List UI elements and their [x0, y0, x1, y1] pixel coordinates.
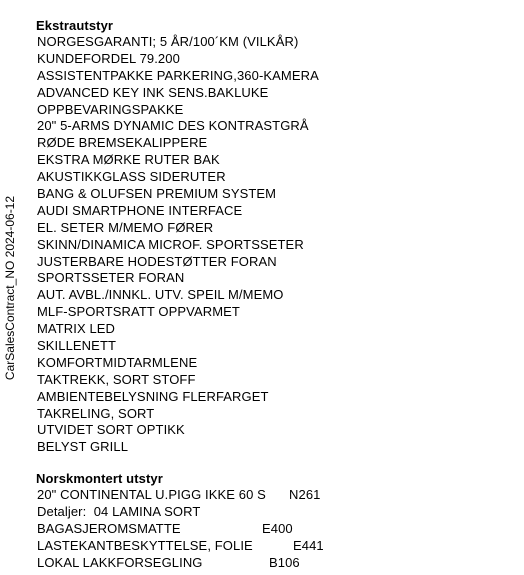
list-item: RØDE BREMSEKALIPPERE [37, 135, 208, 151]
list-item: TAKTREKK, SORT STOFF [37, 371, 196, 387]
list-item: SKILLENETT [37, 338, 117, 354]
item-code: N261 [289, 487, 321, 502]
list-item [37, 487, 337, 504]
list-item: MLF-SPORTSRATT OPPVARMET [37, 304, 240, 320]
list-item: AMBIENTEBELYSNING FLERFARGET [37, 388, 269, 404]
ekstrautstyr-heading: Ekstrautstyr [36, 18, 114, 33]
item-text: 20" CONTINENTAL U.PIGG IKKE 60 S [37, 487, 266, 502]
list-item: SPORTSSETER FORAN [37, 270, 185, 286]
list-item [37, 504, 337, 521]
list-item [37, 555, 337, 572]
list-item: BELYST GRILL [37, 439, 129, 455]
norskmontert-section [36, 471, 337, 571]
list-item: UTVIDET SORT OPTIKK [37, 422, 185, 438]
item-code: E441 [293, 537, 324, 553]
list-item: OPPBEVARINGSPAKKE [37, 101, 184, 117]
item-text: Detaljer: 04 LAMINA SORT [37, 503, 201, 519]
list-item: 20" 5-ARMS DYNAMIC DES KONTRASTGRÅ [37, 118, 309, 134]
list-item: AUDI SMARTPHONE INTERFACE [37, 202, 243, 218]
list-item: TAKRELING, SORT [37, 405, 155, 421]
list-item [37, 538, 337, 555]
item-code: E400 [262, 520, 293, 536]
item-code: B106 [269, 554, 300, 570]
side-document-label: CarSalesContract_NO 2024-06-12 [3, 195, 17, 381]
list-item: NORGESGARANTI; 5 ÅR/100´KM (VILKÅR) [37, 34, 299, 49]
norskmontert-heading: Norskmontert utstyr [36, 471, 163, 486]
list-item: EL. SETER M/MEMO FØRER [37, 219, 214, 235]
list-item [37, 521, 337, 538]
norskmontert-list [36, 487, 337, 571]
ekstrautstyr-section [36, 18, 319, 456]
list-item: SKINN/DINAMICA MICROF. SPORTSSETER [37, 236, 304, 252]
list-item: KUNDEFORDEL 79.200 [37, 50, 180, 66]
item-text: BAGASJEROMSMATTE [37, 520, 181, 536]
list-item: AKUSTIKKGLASS SIDERUTER [37, 169, 226, 185]
item-text: LOKAL LAKKFORSEGLING [37, 554, 203, 570]
list-item: JUSTERBARE HODESTØTTER FORAN [37, 253, 277, 269]
list-item: ASSISTENTPAKKE PARKERING,360-KAMERA [37, 67, 319, 83]
list-item: AUT. AVBL./INNKL. UTV. SPEIL M/MEMO [37, 287, 284, 303]
list-item: KOMFORTMIDTARMLENE [37, 354, 198, 370]
item-text: LASTEKANTBESKYTTELSE, FOLIE [37, 537, 253, 553]
list-item: EKSTRA MØRKE RUTER BAK [37, 152, 220, 168]
list-item: MATRIX LED [37, 321, 116, 337]
ekstrautstyr-list [36, 34, 319, 456]
list-item: ADVANCED KEY INK SENS.BAKLUKE [37, 84, 269, 100]
list-item: BANG & OLUFSEN PREMIUM SYSTEM [37, 186, 277, 202]
